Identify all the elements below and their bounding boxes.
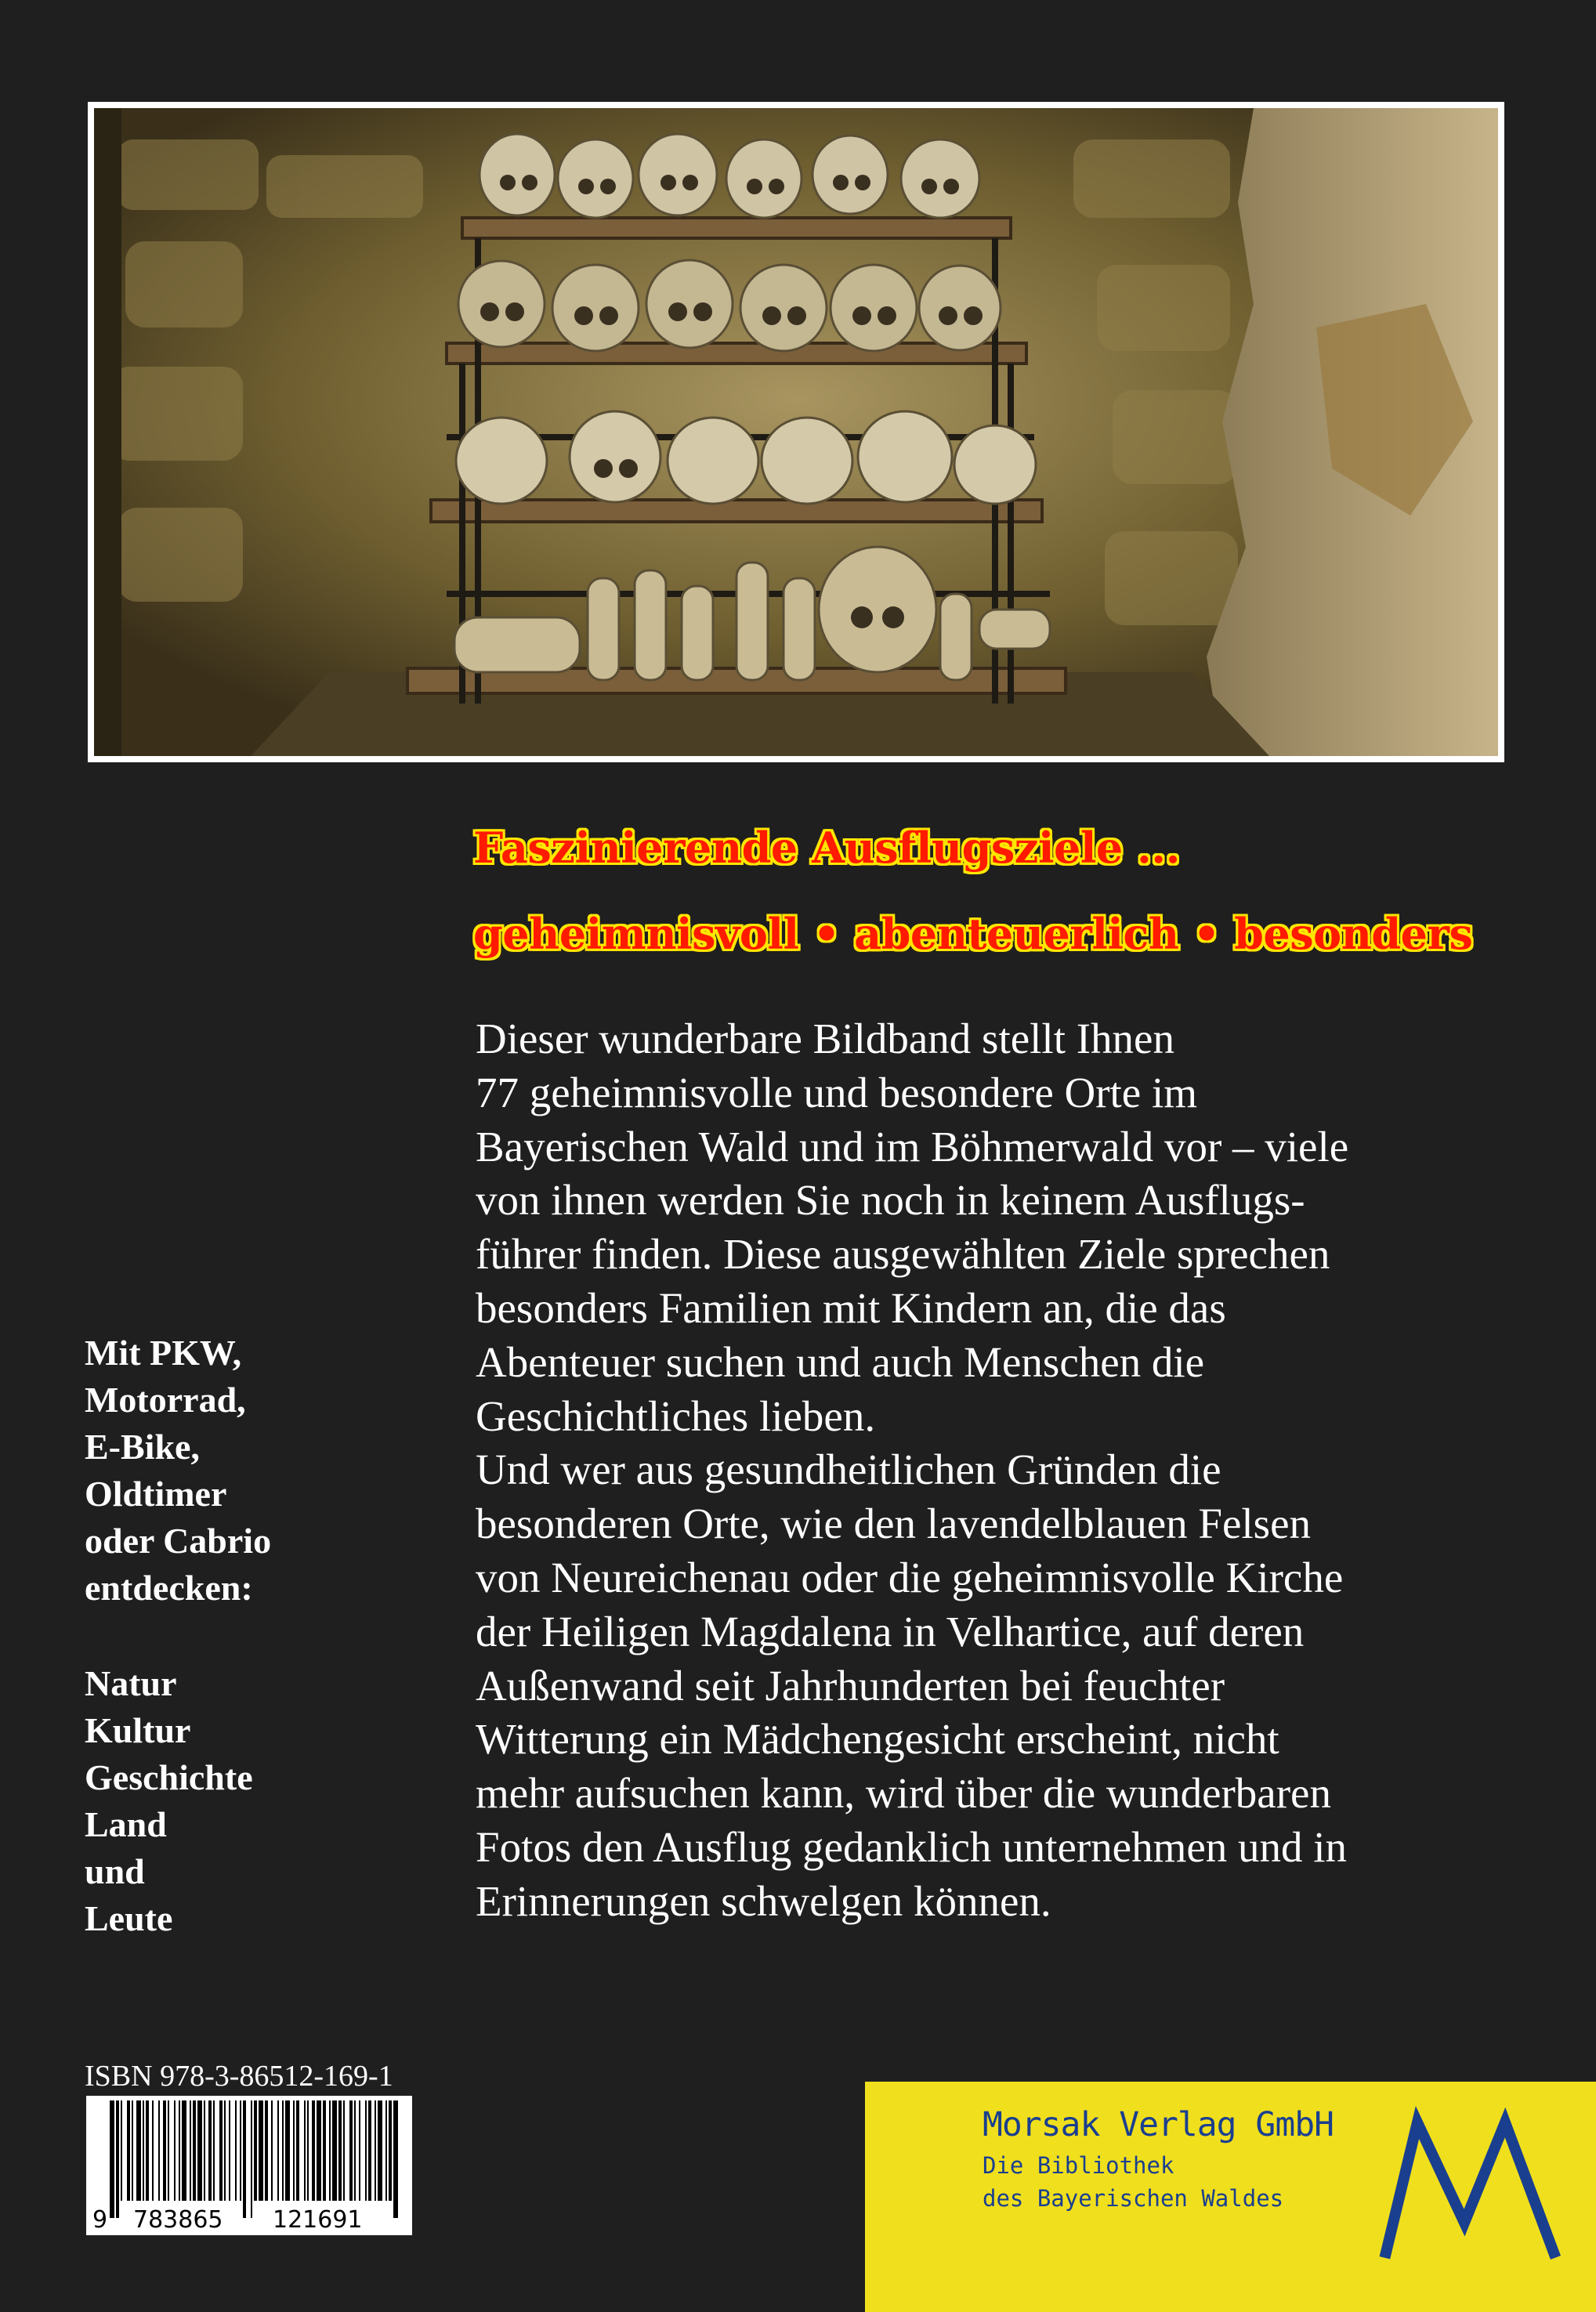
barcode-bar (265, 2100, 268, 2201)
publisher-tagline-1: Die Bibliothek (983, 2152, 1174, 2179)
barcode-bar (208, 2100, 212, 2201)
publisher-name: Morsak Verlag GmbH (983, 2105, 1334, 2144)
barcode-bar (158, 2100, 160, 2201)
barcode-bar (219, 2100, 223, 2201)
barcode-bar (190, 2100, 191, 2201)
barcode-bar (378, 2100, 382, 2201)
barcode-bar (282, 2100, 284, 2201)
morsak-m-logo-icon (1372, 2105, 1576, 2262)
barcode-bar (293, 2100, 295, 2201)
book-description (476, 1012, 1518, 1929)
barcode-bar (343, 2100, 345, 2201)
publisher-tagline-2: des Bayerischen Waldes (983, 2185, 1284, 2212)
description-line: Erinnerungen schwelgen können. (476, 1876, 1051, 1925)
sidebar-topic-line: Natur (85, 1663, 177, 1703)
barcode-bar (304, 2100, 306, 2201)
headline-secondary: geheimnisvoll • abenteuerlich • besonders (473, 909, 1473, 959)
publisher-box (865, 2082, 1596, 2312)
sidebar-topic-line: Geschichte (85, 1757, 253, 1797)
barcode-bar (296, 2100, 299, 2201)
barcode-bar (349, 2100, 353, 2201)
barcode-bar (136, 2100, 141, 2201)
sidebar-intro-line: Mit PKW, (85, 1333, 242, 1373)
isbn-barcode (86, 2096, 412, 2235)
description-line: Fotos den Ausflug gedanklich unternehmen und in (476, 1822, 1348, 1871)
description-line: von Neureichenau oder die geheimnisvolle Kirche (476, 1553, 1344, 1601)
description-line: von ihnen werden Sie noch in keinem Ausflugs- (476, 1176, 1305, 1225)
barcode-bar (143, 2100, 144, 2201)
sidebar-features (85, 1330, 271, 1942)
barcode-bar (329, 2100, 331, 2201)
barcode-bar (224, 2100, 226, 2201)
description-line: Geschichtliches lieben. (476, 1391, 876, 1440)
description-line: Und wer aus gesundheitlichen Gründen die (476, 1445, 1221, 1494)
headline-primary: Faszinierende Ausflugsziele ... (473, 823, 1180, 873)
barcode-bar (235, 2100, 237, 2201)
sidebar-topic-line: Land (85, 1804, 167, 1844)
barcode-bar (385, 2100, 387, 2201)
barcode-bar (152, 2100, 154, 2201)
description-line: Bayerischen Wald und im Böhmerwald vor – viele (476, 1122, 1349, 1170)
barcode-bar (193, 2100, 196, 2201)
barcode-bar (132, 2100, 133, 2201)
barcode-bar (197, 2100, 202, 2201)
description-line: der Heiligen Magdalena in Velhartice, auf deren (476, 1607, 1305, 1655)
sidebar-topic-line: Kultur (85, 1710, 191, 1750)
barcode-bar (229, 2100, 230, 2201)
barcode-bar (213, 2100, 215, 2201)
barcode-bar (389, 2100, 392, 2201)
barcode-bar (365, 2100, 367, 2201)
description-line: 77 geheimnisvolle und besondere Orte im (476, 1068, 1198, 1116)
barcode-bar (259, 2100, 263, 2201)
barcode-bar (285, 2100, 290, 2201)
barcode-bar (204, 2100, 205, 2201)
barcode-bar (243, 2100, 246, 2218)
description-line: Außenwand seit Jahrhunderten bei feuchter (476, 1661, 1225, 1710)
sidebar-intro-line: entdecken: (85, 1568, 253, 1608)
barcode-bar (179, 2100, 180, 2201)
barcode-icon (86, 2096, 412, 2235)
description-line: besonders Familien mit Kindern an, die das (476, 1283, 1226, 1332)
barcode-bar (323, 2100, 326, 2201)
barcode-bar (251, 2100, 252, 2218)
description-line: Abenteuer suchen und auch Menschen die (476, 1337, 1205, 1386)
barcode-digits-group1: 783865 (133, 2206, 223, 2234)
barcode-digit-lead: 9 (92, 2206, 108, 2234)
barcode-bar (338, 2100, 342, 2201)
barcode-bar (307, 2100, 309, 2201)
barcode-bar (146, 2100, 149, 2201)
barcode-bar (110, 2100, 114, 2218)
barcode-bar (354, 2100, 356, 2201)
barcode-bar (332, 2100, 337, 2201)
barcode-bar (317, 2100, 321, 2201)
barcode-bar (182, 2100, 186, 2201)
description-line: mehr aufsuchen kann, wird über die wunderbaren (476, 1769, 1331, 1818)
barcode-bar (277, 2100, 279, 2201)
sidebar-intro-line: oder Cabrio (85, 1521, 272, 1561)
ossuary-photo (94, 108, 1498, 756)
barcode-bar (312, 2100, 315, 2201)
barcode-bar (375, 2100, 376, 2201)
barcode-bar (368, 2100, 371, 2201)
description-line: Witterung ein Mädchengesicht erscheint, nicht (476, 1715, 1279, 1764)
sidebar-topic-line: und (85, 1851, 145, 1891)
barcode-bar (168, 2100, 169, 2201)
sidebar-intro-line: Motorrad, (85, 1380, 246, 1420)
barcode-bar (240, 2100, 241, 2201)
description-line: führer finden. Diese ausgewählten Ziele sprechen (476, 1230, 1330, 1279)
description-line: Dieser wunderbare Bildband stellt Ihnen (476, 1015, 1174, 1062)
barcode-bar (254, 2100, 257, 2201)
barcode-digits-group2: 121691 (273, 2206, 363, 2234)
barcode-bar (121, 2100, 122, 2201)
ossuary-photo-image (94, 108, 1498, 756)
barcode-bar (359, 2100, 360, 2201)
barcode-bar (174, 2100, 176, 2201)
sidebar-intro-line: E-Bike, (85, 1427, 200, 1467)
sidebar-topic-line: Leute (85, 1898, 173, 1938)
isbn-label: ISBN 978-3-86512-169-1 (85, 2060, 393, 2093)
barcode-bar (271, 2100, 273, 2201)
sidebar-spacer (85, 1612, 271, 1660)
barcode-bar (116, 2100, 119, 2218)
sidebar-intro-line: Oldtimer (85, 1474, 227, 1514)
barcode-bar (393, 2100, 398, 2218)
description-line: besonderen Orte, wie den lavendelblauen Felsen (476, 1500, 1312, 1548)
cover-photo-frame (88, 102, 1504, 762)
barcode-bar (127, 2100, 130, 2201)
barcode-bar (163, 2100, 166, 2201)
